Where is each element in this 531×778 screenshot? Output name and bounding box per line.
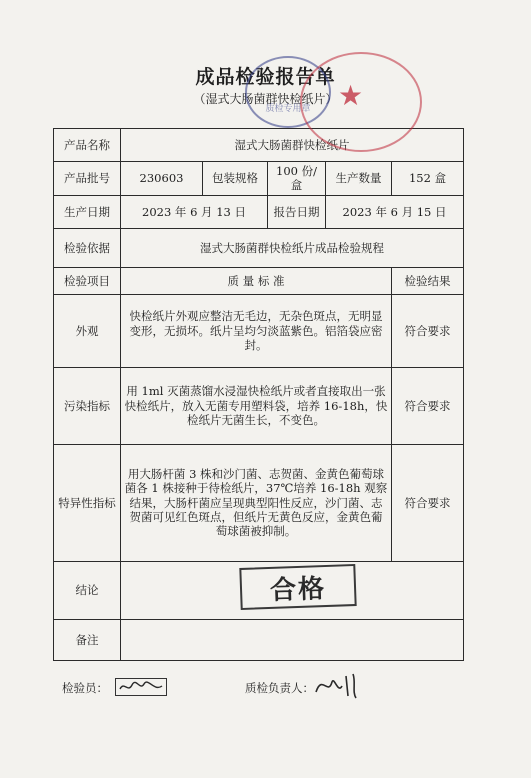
basis-label: 检验依据 [54, 228, 121, 267]
qa-label: 质检负责人： [245, 681, 314, 695]
standard-cell: 用大肠杆菌 3 株和沙门菌、志贺菌、金黄色葡萄球菌各 1 株接种于待检纸片，37℃培养 16-18h 观察结果，大肠杆菌应呈现典型阳性反应，沙门菌、志贺菌可见红色斑点，但纸片无黄色反应，金黄色葡萄球菌被抑制。 [121, 444, 392, 561]
remark-value [121, 619, 464, 660]
star-icon: ★ [338, 79, 364, 112]
standard-cell: 快检纸片外观应整洁无毛边，无杂色斑点，无明显变形，无损坏。纸片呈均匀淡蓝紫色。铝箔袋应密封。 [121, 294, 392, 367]
pack-label: 包装规格 [203, 162, 268, 196]
inspector-name-stamp [115, 678, 167, 696]
table-row [54, 195, 464, 228]
qa-signature [312, 670, 360, 700]
result-cell: 符合要求 [392, 444, 464, 561]
qualified-stamp: 合格 [239, 564, 356, 610]
department-seal: 质检专用章 [245, 56, 331, 128]
prod-date-value: 2023 年 6 月 13 日 [121, 195, 268, 228]
report-date-label: 报告日期 [268, 195, 326, 228]
table-header-row [54, 267, 464, 294]
batch-label: 产品批号 [54, 162, 121, 196]
item-cell: 特异性指标 [54, 444, 121, 561]
product-name-label: 产品名称 [54, 129, 121, 162]
document-title: 成品检验报告单 [195, 66, 336, 88]
table-row [54, 228, 464, 267]
result-cell: 符合要求 [392, 367, 464, 444]
document-subtitle: （湿式大肠菌群快检纸片） [193, 92, 338, 106]
standard-cell: 用 1ml 灭菌蒸馏水浸湿快检纸片或者直接取出一张快检纸片，放入无菌专用塑料袋，培养 16-18h，快检纸片无菌生长，不变色。 [121, 367, 392, 444]
result-header: 检验结果 [392, 267, 464, 294]
basis-value: 湿式大肠菌群快检纸片成品检验规程 [121, 228, 464, 267]
item-cell: 外观 [54, 294, 121, 367]
qty-value: 152 盒 [392, 162, 464, 196]
item-cell: 污染指标 [54, 367, 121, 444]
table-row [54, 367, 464, 444]
remark-label: 备注 [54, 619, 121, 660]
table-row [54, 162, 464, 196]
company-seal [300, 52, 422, 152]
result-cell: 符合要求 [392, 294, 464, 367]
table-row [54, 444, 464, 561]
standard-header: 质 量 标 准 [121, 267, 392, 294]
inspector-label: 检验员： [62, 681, 108, 695]
item-header: 检验项目 [54, 267, 121, 294]
qty-label: 生产数量 [326, 162, 392, 196]
pack-value: 100 份/盒 [268, 162, 326, 196]
batch-value: 230603 [121, 162, 203, 196]
table-row [54, 294, 464, 367]
table-row [54, 619, 464, 660]
prod-date-label: 生产日期 [54, 195, 121, 228]
product-name-value: 湿式大肠菌群快检纸片 [121, 129, 464, 162]
report-date-value: 2023 年 6 月 15 日 [326, 195, 464, 228]
conclusion-label: 结论 [54, 561, 121, 619]
